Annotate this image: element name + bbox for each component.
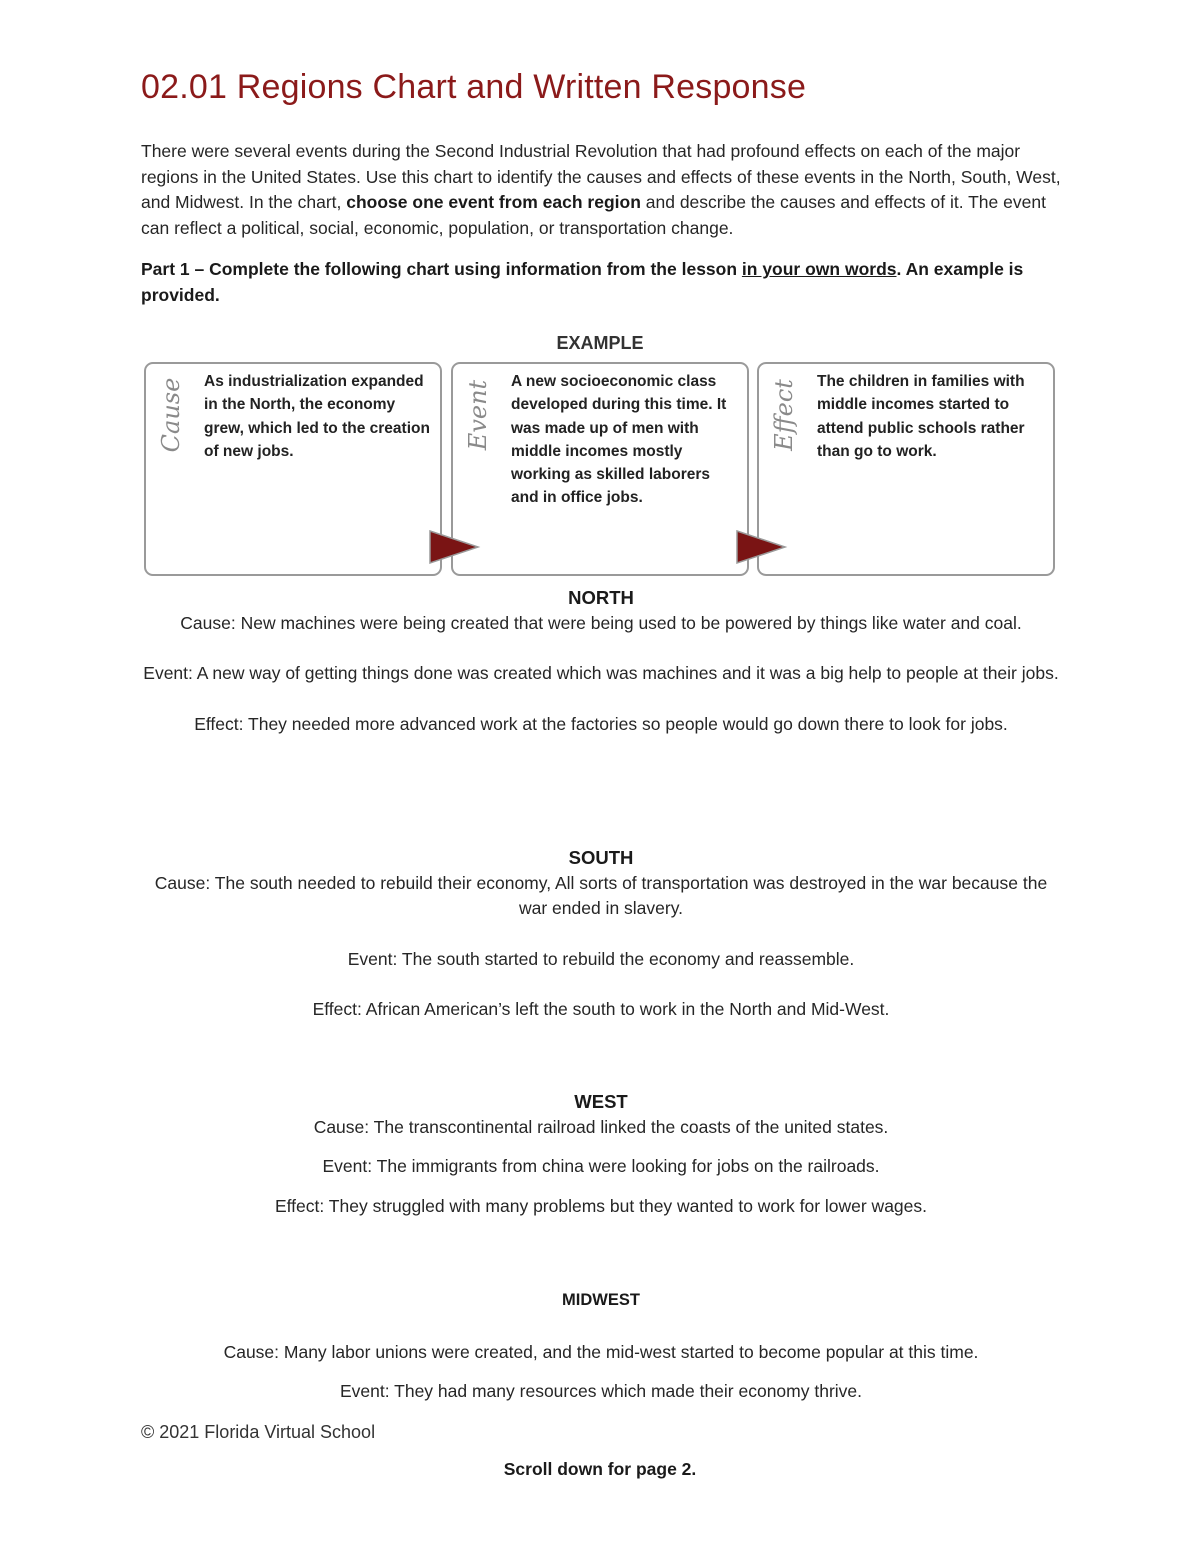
- cause-label: Cause: [157, 377, 185, 453]
- copyright-footer: © 2021 Florida Virtual School: [141, 1422, 376, 1442]
- arrow-right-icon: [733, 528, 789, 566]
- north-heading: NORTH: [568, 587, 634, 608]
- region-west: [141, 1089, 1061, 1219]
- region-midwest: [141, 1288, 1061, 1405]
- midwest-heading: MIDWEST: [562, 1291, 640, 1309]
- effect-label: Effect: [770, 379, 798, 451]
- west-cause: Cause: The transcontinental railroad linked the coasts of the united states.: [313, 1116, 889, 1137]
- region-north: [141, 585, 1061, 737]
- event-label: Event: [464, 379, 492, 451]
- south-heading: SOUTH: [568, 847, 634, 868]
- north-cause: Cause: New machines were being created that were being used to be powered by things like water and coal.: [180, 612, 1022, 633]
- example-event-box: [451, 362, 749, 576]
- example-heading: EXAMPLE: [556, 333, 644, 353]
- part1-instructions: [141, 256, 1061, 308]
- intro-text-2: and describe the causes and effects of it. The event can reflect a political, social, economic, population, or transportation change.: [141, 192, 1046, 238]
- example-cause-box: [144, 362, 442, 576]
- west-heading: WEST: [574, 1091, 628, 1112]
- south-event: Event: The south started to rebuild the economy and reassemble.: [347, 948, 855, 969]
- effect-text: The children in families with middle incomes started to attend public schools rather than go to work.: [817, 373, 1025, 460]
- intro-bold: choose one event from each region: [346, 192, 641, 212]
- west-event: Event: The immigrants from china were looking for jobs on the railroads.: [322, 1156, 880, 1176]
- intro-text-1: There were several events during the Second Industrial Revolution that had profound effects on each of the major regions in the United States. Use this chart to identify the causes and effects of these events in the North, South, West, and Midwest. In the chart,: [141, 141, 1061, 212]
- north-effect: Effect: They needed more advanced work at the factories so people would go down there to look for jobs.: [194, 713, 1008, 734]
- south-effect: Effect: African American’s left the south to work in the North and Mid-West.: [312, 999, 890, 1019]
- north-event: Event: A new way of getting things done was created which was machines and it was a big help to people at their jobs.: [143, 663, 1059, 683]
- midwest-event: Event: They had many resources which made their economy thrive.: [339, 1381, 863, 1401]
- part1-underlined: in your own words: [741, 259, 897, 279]
- example-effect-box: [757, 362, 1055, 576]
- part1-text-2: . An example is provided.: [141, 259, 1024, 305]
- arrow-right-icon: [426, 528, 482, 566]
- scroll-note: Scroll down for page 2.: [503, 1459, 697, 1479]
- part1-text-1: Part 1 – Complete the following chart using information from the lesson: [141, 259, 742, 279]
- region-south: [141, 845, 1061, 1023]
- south-cause: Cause: The south needed to rebuild their economy, All sorts of transportation was destroyed in the war because the war ended in slavery.: [154, 872, 1048, 918]
- midwest-cause: Cause: Many labor unions were created, and the mid-west started to become popular at this time.: [223, 1341, 979, 1362]
- event-text: A new socioeconomic class developed during this time. It was made up of men with middle incomes mostly working as skilled laborers and in office jobs.: [511, 373, 727, 507]
- west-effect: Effect: They struggled with many problems but they wanted to work for lower wages.: [274, 1195, 928, 1216]
- cause-text: As industrialization expanded in the North, the economy grew, which led to the creation of new jobs.: [204, 373, 430, 460]
- intro-paragraph: [141, 139, 1061, 241]
- page-title: 02.01 Regions Chart and Written Response: [141, 68, 807, 106]
